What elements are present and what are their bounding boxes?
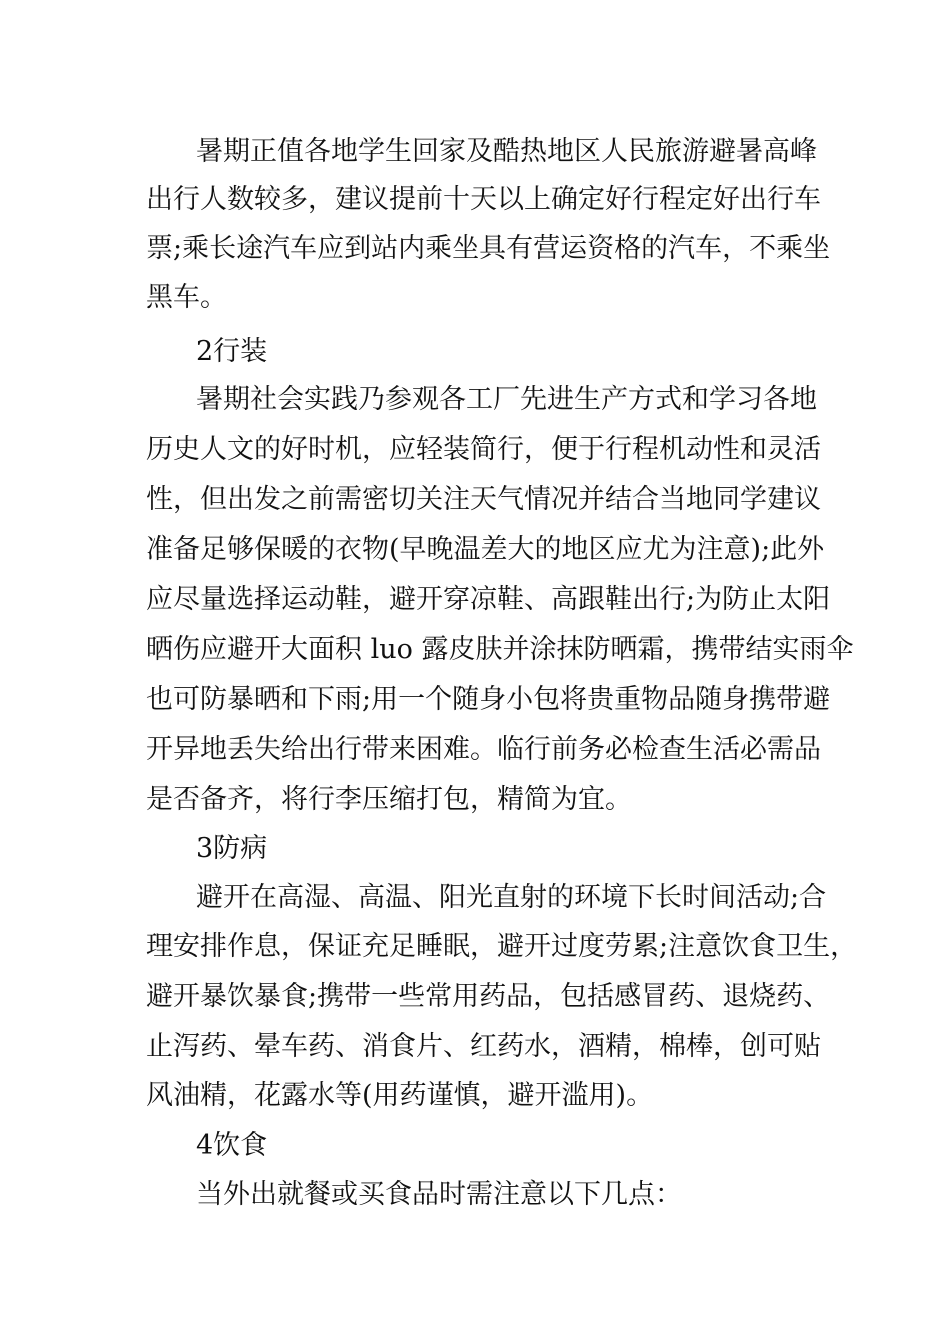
- paragraph-line: 避开暴饮暴食;携带一些常用药品，包括感冒药、退烧药、: [146, 981, 831, 1012]
- paragraph-line: 暑期社会实践乃参观各工厂先进生产方式和学习各地: [196, 384, 817, 415]
- paragraph-line: 晒伤应避开大面积 luo 露皮肤并涂抹防晒霜，携带结实雨伞: [146, 634, 854, 665]
- paragraph-line: 也可防暴晒和下雨;用一个随身小包将贵重物品随身携带避: [146, 684, 831, 715]
- paragraph-line: 理安排作息，保证充足睡眠，避开过度劳累;注意饮食卫生，: [146, 931, 858, 962]
- paragraph-line: 出行人数较多，建议提前十天以上确定好行程定好出行车: [146, 184, 821, 215]
- paragraph-line: 应尽量选择运动鞋，避开穿凉鞋、高跟鞋出行;为防止太阳: [146, 584, 831, 615]
- section-heading: 3防病: [196, 833, 268, 864]
- paragraph-line: 票;乘长途汽车应到站内乘坐具有营运资格的汽车，不乘坐: [146, 233, 831, 264]
- paragraph-line: 风油精，花露水等(用药谨慎，避开滥用)。: [146, 1080, 654, 1111]
- paragraph-line: 当外出就餐或买食品时需注意以下几点：: [196, 1179, 682, 1210]
- section-heading: 2行装: [196, 336, 268, 367]
- paragraph-line: 是否备齐，将行李压缩打包，精简为宜。: [146, 784, 632, 815]
- paragraph-line: 准备足够保暖的衣物(早晚温差大的地区应尤为注意);此外: [146, 534, 825, 565]
- paragraph-line: 止泻药、晕车药、消食片、红药水，酒精，棉棒，创可贴: [146, 1031, 821, 1062]
- paragraph-line: 历史人文的好时机，应轻装简行，便于行程机动性和灵活: [146, 434, 821, 465]
- paragraph-line: 黑车。: [146, 282, 227, 313]
- paragraph-line: 避开在高湿、高温、阳光直射的环境下长时间活动;合: [196, 882, 827, 913]
- paragraph-line: 开异地丢失给出行带来困难。临行前务必检查生活必需品: [146, 734, 821, 765]
- paragraph-line: 暑期正值各地学生回家及酷热地区人民旅游避暑高峰: [196, 136, 817, 167]
- section-heading: 4饮食: [196, 1130, 268, 1161]
- paragraph-line: 性，但出发之前需密切关注天气情况并结合当地同学建议: [146, 484, 821, 515]
